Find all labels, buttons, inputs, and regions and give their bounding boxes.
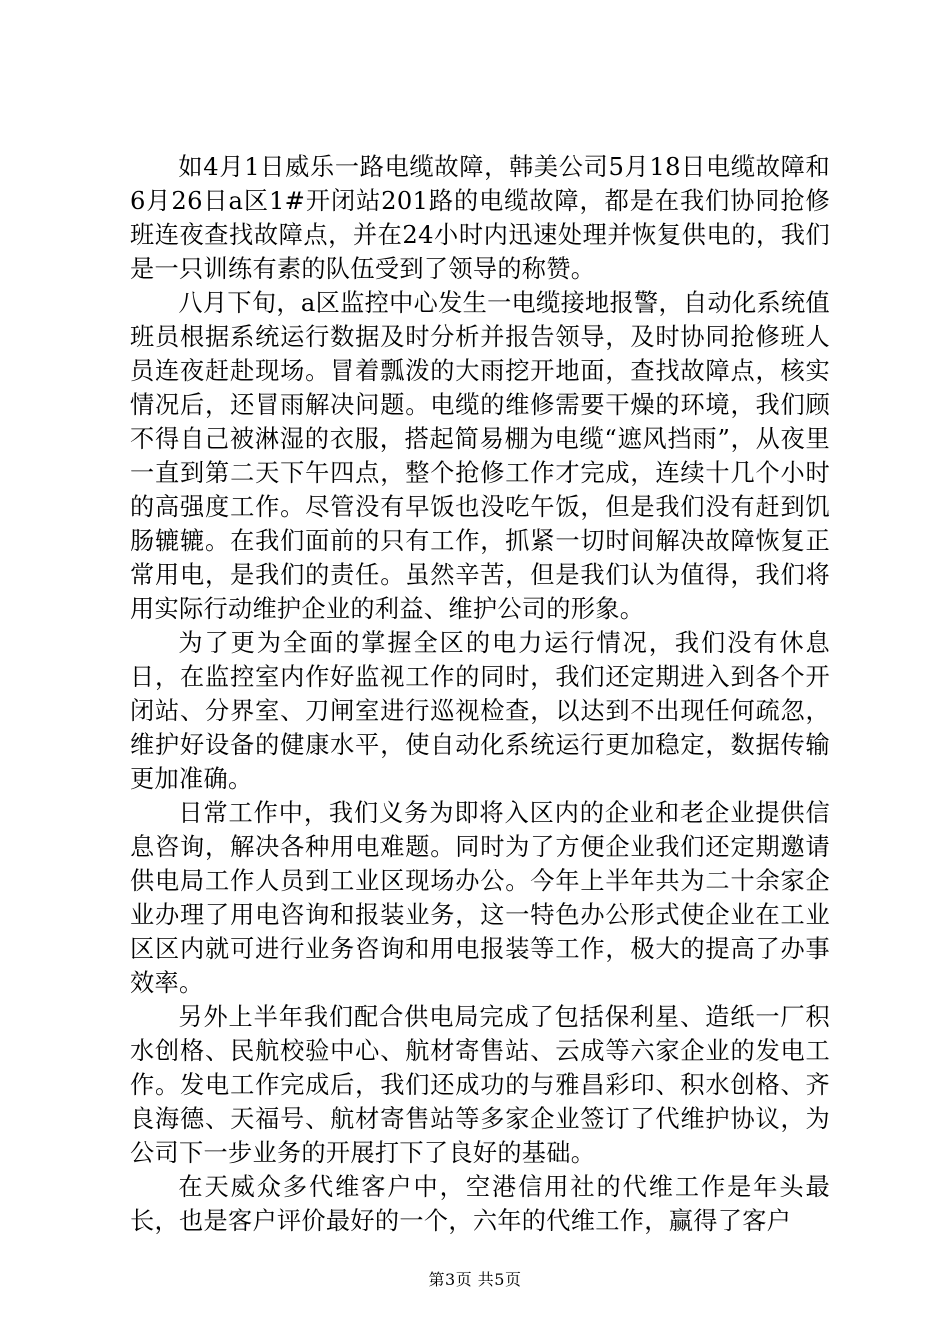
paragraph-inspection: 为了更为全面的掌握全区的电力运行情况，我们没有休息日，在监控室内作好监视工作的同时，我们还定期进入到各个开闭站、分界室、刀闸室进行巡视检查，以达到不出现任何疏忽，维护好设备的健康水平，使自动化系统运行更加稳定，数据传输更加准确。 — [130, 629, 830, 793]
paragraph-august-repair: 八月下旬，a区监控中心发生一电缆接地报警，自动化系统值班员根据系统运行数据及时分析并报告领导，及时协同抢修班人员连夜赶赴现场。冒着瓢泼的大雨挖开地面，查找故障点，核实情况后，还冒雨解决问题。电缆的维修需要干燥的环境，我们顾不得自己被淋湿的衣服，搭起简易棚为电缆“遮风挡雨”，从夜里一直到第二天下午四点，整个抢修工作才完成，连续十几个小时的高强度工作。尽管没有早饭也没吃午饭，但是我们没有赶到饥肠辘辘。在我们面前的只有工作，抓紧一切时间解决故障恢复正常用电，是我们的责任。虽然辛苦，但是我们认为值得，我们将用实际行动维护企业的利益、维护公司的形象。 — [130, 289, 830, 623]
page-number-footer: 第3页 共5页 — [428, 1270, 522, 1289]
document-body — [130, 150, 830, 1238]
paragraph-cable-faults: 如4月1日威乐一路电缆故障，韩美公司5月18日电缆故障和6月26日a区1#开闭站201路的电缆故障，都是在我们协同抢修班连夜查找故障点，并在24小时内迅速处理并恢复供电的，我们是一只训练有素的队伍受到了领导的称赞。 — [130, 153, 830, 283]
paragraph-daily-work: 日常工作中，我们义务为即将入区内的企业和老企业提供信息咨询，解决各种用电难题。同时为了方便企业我们还定期邀请供电局工作人员到工业区现场办公。今年上半年共为二十余家企业办理了用电咨询和报装业务，这一特色办公形式使企业在工业区区内就可进行业务咨询和用电报装等工作，极大的提高了办事效率。 — [130, 799, 830, 997]
paragraph-power-generation: 另外上半年我们配合供电局完成了包括保利星、造纸一厂积水创格、民航校验中心、航材寄售站、云成等六家企业的发电工作。发电工作完成后，我们还成功的与雅昌彩印、积水创格、齐良海德、天福号、航材寄售站等多家企业签订了代维护协议，为公司下一步业务的开展打下了良好的基础。 — [130, 1003, 830, 1167]
paragraph-maintenance-clients: 在天威众多代维客户中，空港信用社的代维工作是年头最长，也是客户评价最好的一个，六年的代维工作，赢得了客户 — [130, 1173, 830, 1235]
